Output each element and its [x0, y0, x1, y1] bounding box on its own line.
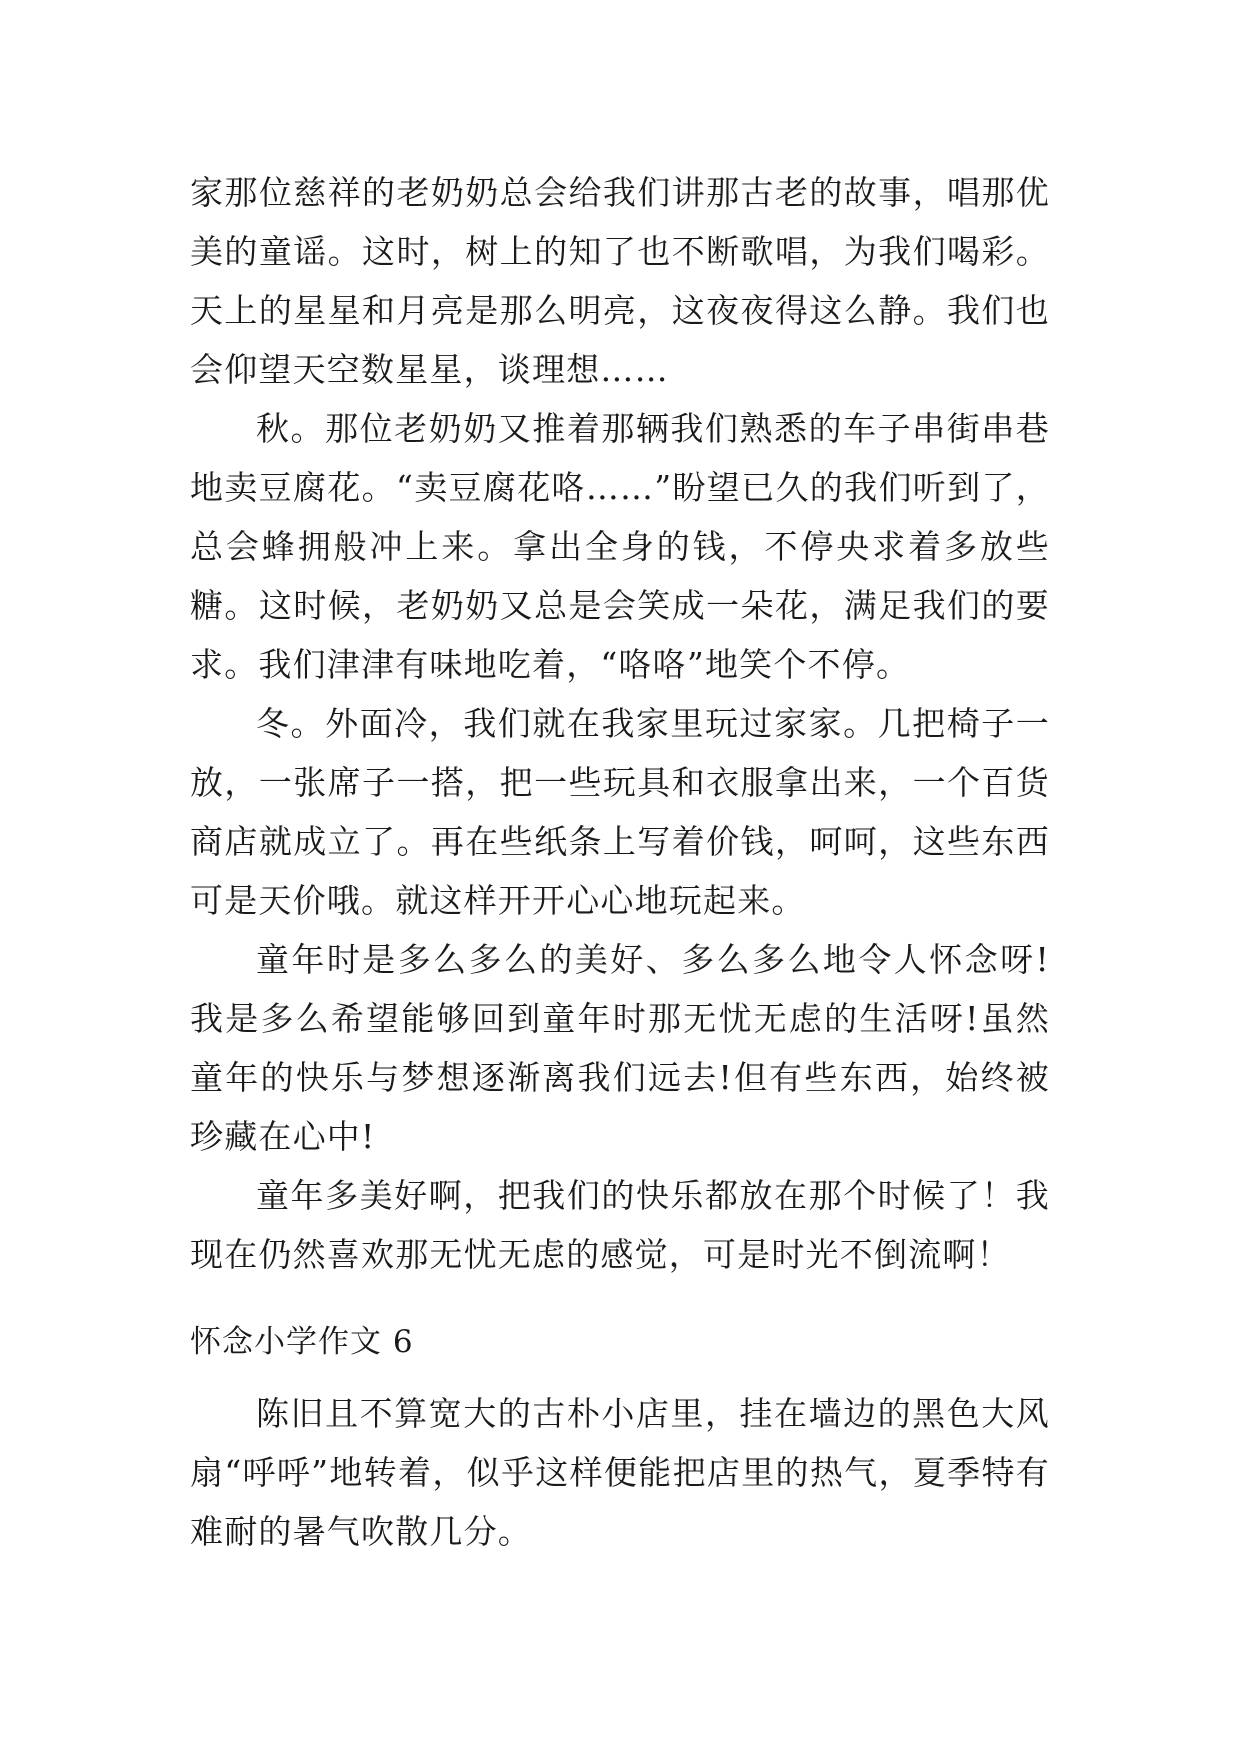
paragraph-winter: 冬。外面冷，我们就在我家里玩过家家。几把椅子一放，一张席子一搭，把一些玩具和衣服拿出来，一个百货商店就成立了。再在些纸条上写着价钱，呵呵，这些东西可是天价哦。就这样开开心心地玩起来。	[190, 704, 1050, 920]
section-title: 怀念小学作文 6	[190, 1324, 414, 1360]
paragraph-old-shop: 陈旧且不算宽大的古朴小店里，挂在墙边的黑色大风扇“呼呼”地转着，似乎这样便能把店里的热气，夏季特有难耐的暑气吹散几分。	[190, 1394, 1050, 1551]
essay-body	[190, 163, 1050, 1284]
section-body	[190, 1384, 1050, 1561]
paragraph-childhood-reflection: 童年时是多么多么的美好、多么多么地令人怀念呀!我是多么希望能够回到童年时那无忧无虑的生活呀!虽然童年的快乐与梦想逐渐离我们远去!但有些东西，始终被珍藏在心中!	[190, 940, 1050, 1156]
paragraph-autumn: 秋。那位老奶奶又推着那辆我们熟悉的车子串街串巷地卖豆腐花。“卖豆腐花咯……”盼望已久的我们听到了，总会蜂拥般冲上来。拿出全身的钱，不停央求着多放些糖。这时候，老奶奶又总是会笑成一朵花，满足我们的要求。我们津津有味地吃着，“咯咯”地笑个不停。	[190, 409, 1050, 684]
paragraph-summer-night: 家那位慈祥的老奶奶总会给我们讲那古老的故事，唱那优美的童谣。这时，树上的知了也不断歌唱，为我们喝彩。天上的星星和月亮是那么明亮，这夜夜得这么静。我们也会仰望天空数星星，谈理想……	[190, 173, 1050, 389]
paragraph-conclusion: 童年多美好啊，把我们的快乐都放在那个时候了！我现在仍然喜欢那无忧无虑的感觉，可是时光不倒流啊！	[190, 1176, 1050, 1274]
